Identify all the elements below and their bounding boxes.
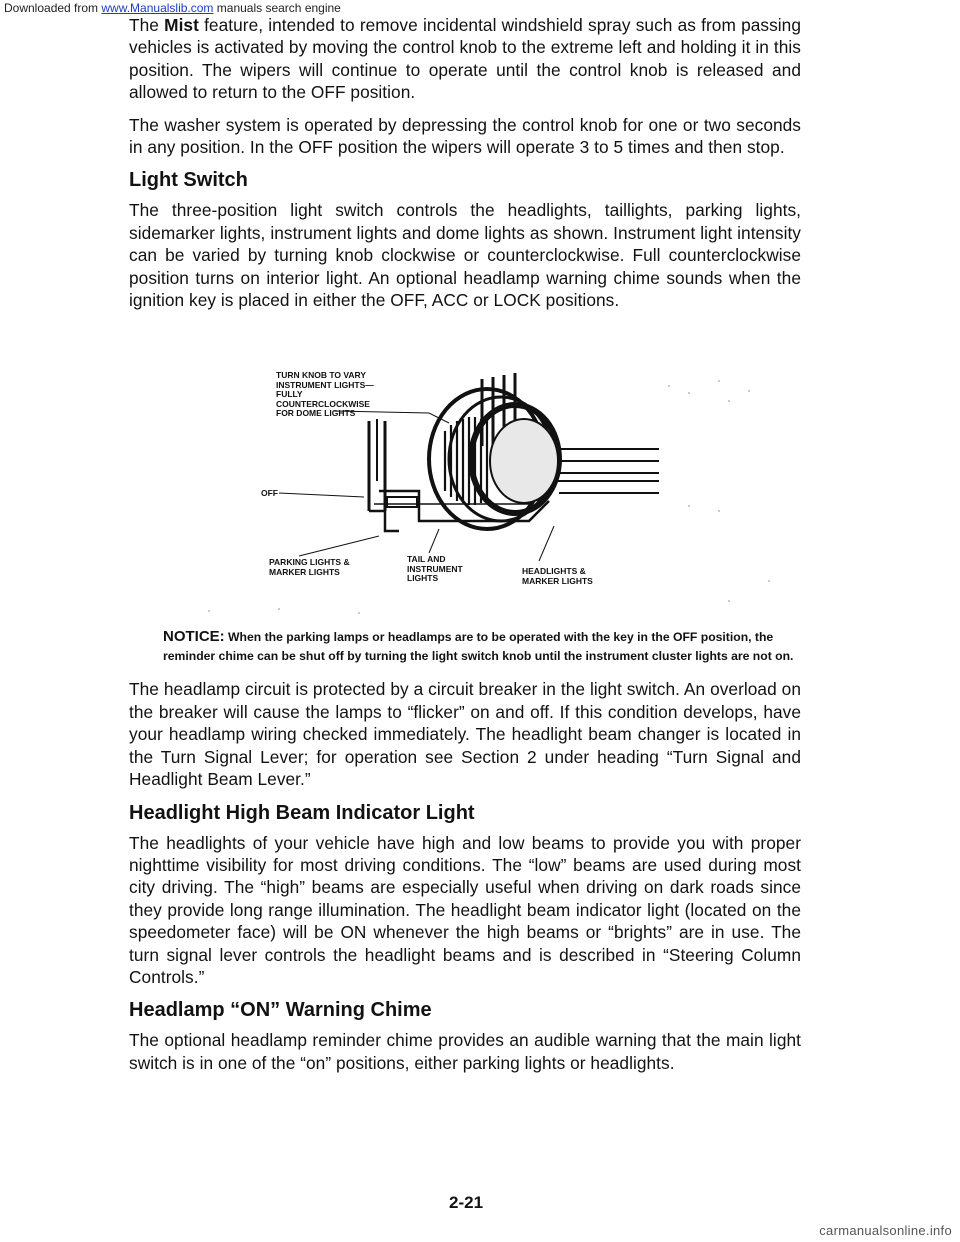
light-switch-heading: Light Switch — [129, 169, 248, 192]
label-tail-instrument: TAIL AND INSTRUMENT LIGHTS — [407, 554, 463, 584]
notice-text: When the parking lamps or headlamps are to be operated with the key in the OFF position, the reminder chime can be shut off by turning the light switch knob until the instrument cluster lights are not on. — [163, 630, 794, 664]
notice-box — [163, 627, 801, 666]
mist-pre-text: The — [129, 15, 165, 35]
washer-paragraph: The washer system is operated by depressing the control knob for one or two seconds in any position. In the OFF position the wipers will operate 3 to 5 times and then stop. — [129, 114, 801, 158]
label-turn-knob: TURN KNOB TO VARY INSTRUMENT LIGHTS—FULLY COUNTERCLOCKWISE FOR DOME LIGHTS — [276, 370, 374, 419]
chime-paragraph: The optional headlamp reminder chime provides an audible warning that the main light switch is in one of the “on” positions, either parking lights or headlights. — [129, 1030, 801, 1073]
download-header — [4, 1, 341, 15]
light-switch-paragraph: The three-position light switch controls the headlights, taillights, parking lights, sidemarker lights, instrument lights and dome lights as shown. Instrument light intensity can be varied by turning knob clockwise or counterclockwise. Full counterclockwise position turns on interior light. An optional headlamp warning chime sounds when the ignition key is placed in either the OFF, ACC or LOCK positions. — [129, 200, 801, 311]
mist-keyword: Mist — [164, 15, 199, 35]
label-headlights: HEADLIGHTS & MARKER LIGHTS — [522, 566, 593, 586]
header-prefix: Downloaded from — [4, 1, 102, 15]
header-suffix: manuals search engine — [213, 1, 341, 15]
high-beam-heading: Headlight High Beam Indicator Light — [129, 801, 475, 824]
label-off: OFF — [261, 488, 278, 499]
mist-post-text: feature, intended to remove incidental windshield spray such as from passing vehicles is activated by moving the control knob to the extreme left and holding it in this position. The wipers will continue to operate until the control knob is released and allowed to return to the OFF position. — [129, 15, 802, 103]
chime-heading: Headlamp “ON” Warning Chime — [129, 999, 432, 1022]
label-parking-lights: PARKING LIGHTS & MARKER LIGHTS — [269, 557, 350, 577]
circuit-paragraph: The headlamp circuit is protected by a circuit breaker in the light switch. An overload on the breaker will cause the lamps to “flicker” on and off. If this condition develops, have your headlamp wiring checked immediately. The headlight beam changer is located in the Turn Signal Lever; for operation see Section 2 under heading “Turn Signal and Headlight Beam Lever.” — [129, 679, 801, 790]
mist-paragraph — [129, 14, 801, 104]
high-beam-paragraph: The headlights of your vehicle have high and low beams to provide you with proper nighttime visibility for most driving conditions. The “low” beams are used during most city driving. The “high” beams are especially useful when driving on dark roads since they provide long range illumination. The headlight beam indicator light (located on the speedometer face) will be ON whenever the high beams or “brights” are in use. The turn signal lever controls the headlight beams and is described in “Steering Column Controls.” — [129, 832, 801, 987]
footer-watermark: carmanualsonline.info — [819, 1223, 952, 1238]
page-number: 2-21 — [449, 1193, 484, 1212]
manualslib-link[interactable]: www.Manualslib.com — [101, 1, 214, 15]
notice-label: NOTICE: — [163, 628, 225, 646]
page-content — [129, 14, 801, 1084]
light-switch-figure — [129, 321, 801, 621]
